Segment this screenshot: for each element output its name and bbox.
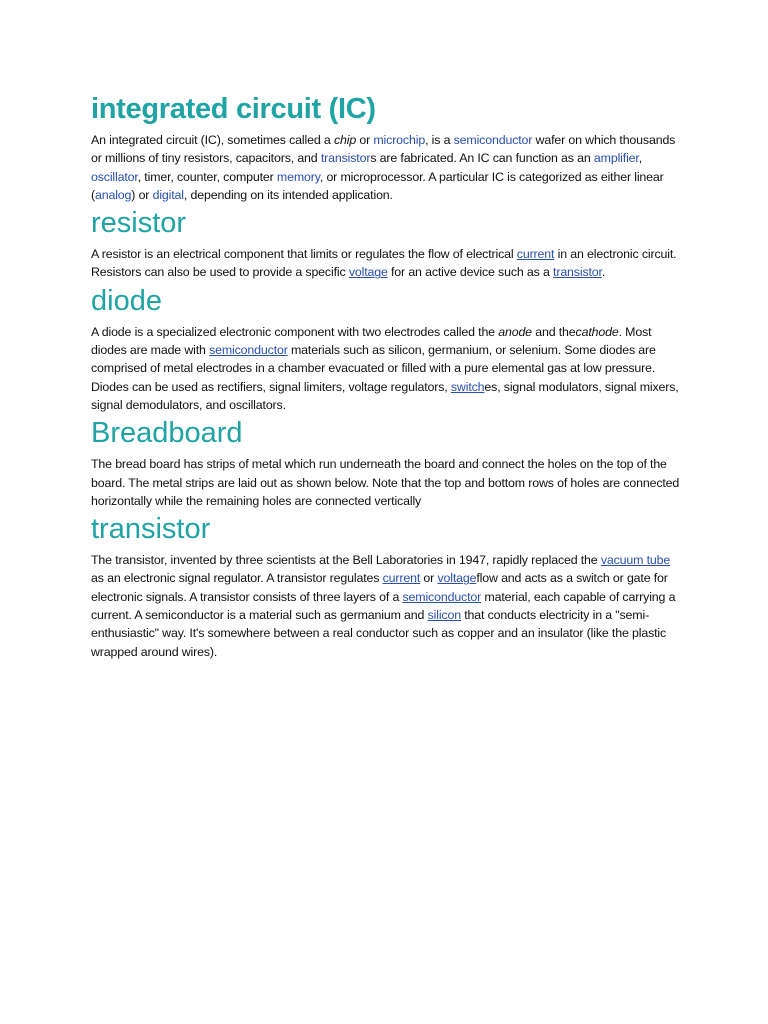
link-current[interactable]: current — [516, 247, 555, 262]
text-run: for an active device such as a — [387, 265, 554, 280]
link-digital[interactable]: digital — [152, 187, 184, 202]
text-run: wafer on which thousands or millions of tiny resistors, capacitors, and — [91, 133, 676, 166]
text-run: and the — [531, 324, 576, 339]
section-paragraph — [91, 551, 681, 661]
document-content — [91, 90, 681, 661]
link-semiconductor[interactable]: semiconductor — [209, 343, 288, 358]
section-breadboard — [91, 415, 681, 510]
link-semiconductor[interactable]: semiconductor — [402, 589, 482, 604]
text-run: , depending on its intended application. — [183, 187, 393, 202]
link-amplifier[interactable]: amplifier — [593, 151, 639, 166]
text-run: , timer, counter, computer — [137, 169, 277, 184]
link-oscillator[interactable]: oscillator — [91, 169, 138, 184]
text-run: or — [356, 133, 374, 147]
section-transistor — [91, 511, 681, 661]
text-run: flow and acts as a switch or gate for electronic signals. A transistor consists of three layers of a — [91, 571, 668, 604]
text-run: as an electronic signal regulator. A transistor regulates — [91, 571, 383, 586]
link-vacuum-tube[interactable]: vacuum tube — [600, 553, 671, 568]
link-silicon[interactable]: silicon — [427, 608, 461, 623]
section-heading: diode — [91, 284, 162, 317]
link-switch[interactable]: switch — [450, 379, 485, 394]
text-run: that conducts electricity in a "semi-enthusiastic" way. It's somewhere between a real conductor such as copper and an insulator (like the plastic wrapped around wires). — [91, 608, 667, 659]
text-run: ) or — [131, 187, 153, 202]
section-integrated-circuit — [91, 90, 681, 204]
link-voltage[interactable]: voltage — [437, 571, 477, 586]
link-transistor[interactable]: transistor — [320, 151, 371, 166]
section-paragraph — [91, 131, 681, 204]
link-voltage[interactable]: voltage — [348, 265, 388, 280]
section-paragraph — [91, 323, 681, 414]
link-semiconductor[interactable]: semiconductor — [453, 133, 533, 147]
section-diode — [91, 283, 681, 414]
text-run: s are fabricated. An IC can function as an — [370, 151, 594, 166]
section-resistor — [91, 205, 681, 282]
text-run: . — [601, 265, 606, 280]
section-paragraph — [91, 245, 681, 282]
text-run: materials such as silicon, germanium, or selenium. Some diodes are comprised of metal electrodes in a chamber evacuated or filled with a pure elemental gas at low pressure. Diodes can be used as rectifiers, signal limiters, voltage regulators, — [91, 343, 656, 394]
text-run: An integrated circuit (IC), sometimes called a — [91, 133, 334, 147]
text-run: in an electronic circuit. Resistors can also be used to provide a specific — [91, 247, 677, 280]
text-run: A resistor is an electrical component that limits or regulates the flow of electrical — [91, 247, 517, 262]
text-run: material, each capable of carrying a current. A semiconductor is a material such as germanium and — [91, 589, 676, 623]
text-run: es, signal modulators, signal mixers, signal demodulators, and oscillators. — [91, 379, 679, 412]
term-anode: anode — [498, 324, 532, 339]
text-run: The transistor, invented by three scientists at the Bell Laboratories in 1947, rapidly replaced the — [91, 553, 601, 568]
text-run: , — [638, 151, 643, 166]
link-microchip[interactable]: microchip — [373, 133, 426, 147]
link-memory[interactable]: memory — [276, 169, 320, 184]
section-paragraph — [91, 455, 681, 510]
text-run: The bread board has strips of metal which run underneath the board and connect the holes on the top of the board. The metal strips are laid out as shown below. Note that the top and bottom rows of holes are connected horizontally while the remaining holes are connected vertically — [91, 457, 680, 508]
section-heading: integrated circuit (IC) — [91, 93, 376, 125]
text-run: , or microprocessor. A particular IC is categorized as either linear ( — [91, 169, 664, 202]
section-heading: transistor — [91, 513, 211, 546]
text-run: . Most diodes are made with — [91, 324, 652, 358]
section-heading: Breadboard — [91, 417, 243, 450]
term-chip: chip — [333, 133, 357, 147]
section-heading: resistor — [91, 207, 187, 240]
text-run: , is a — [425, 133, 454, 147]
text-run: A diode is a specialized electronic component with two electrodes called the — [91, 324, 499, 339]
text-run: or — [420, 571, 438, 586]
link-transistor[interactable]: transistor — [553, 265, 602, 280]
term-cathode: cathode — [575, 324, 619, 339]
link-current[interactable]: current — [382, 571, 421, 586]
link-analog[interactable]: analog — [94, 187, 132, 202]
